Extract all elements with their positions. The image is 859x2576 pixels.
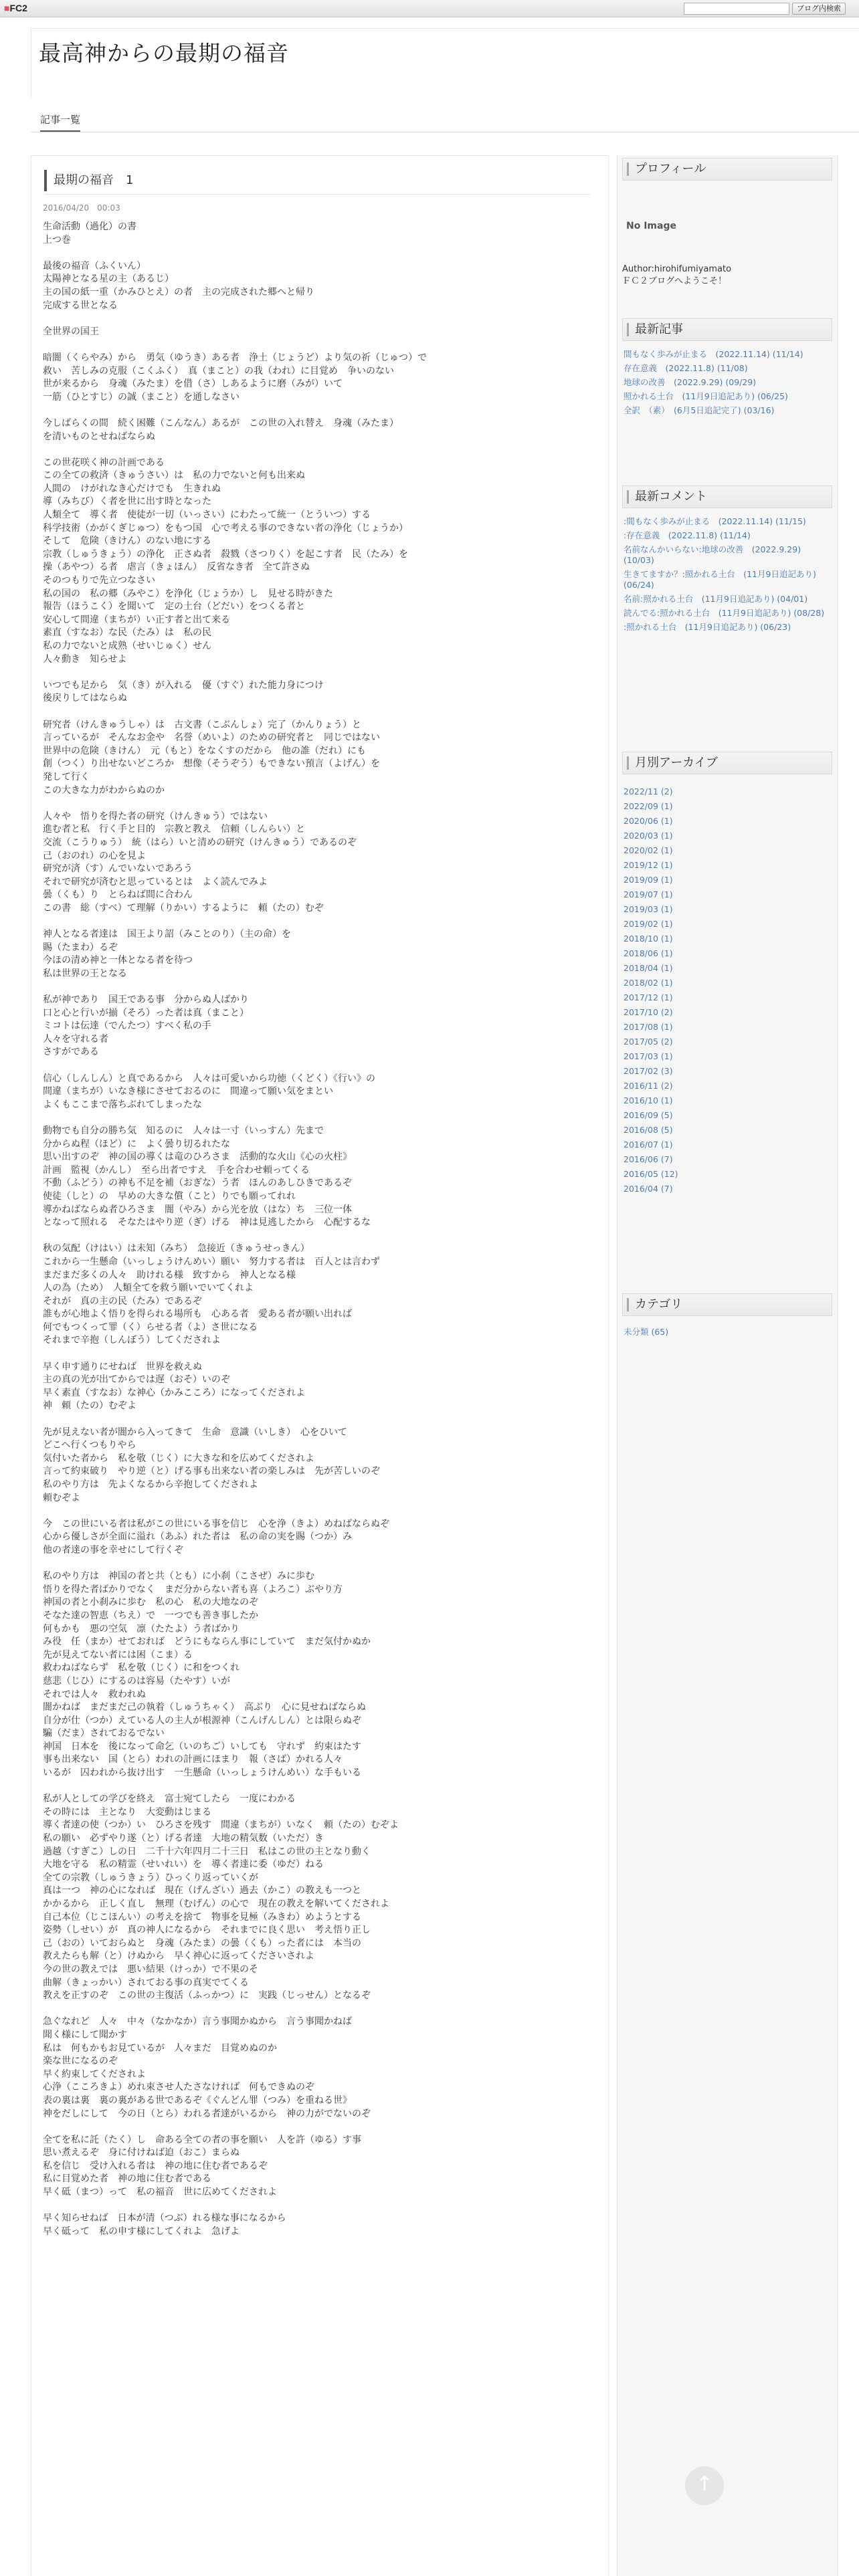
article-paragraph: 信心（しんしん）と真であるから 人々は可愛いから功徳（くどく）《行い》の 間違（まちが）いなき様にさせておるのに 間違って願い気をまとい よくもここまで落ちぶれてしまったな (43, 1073, 375, 1110)
sidebar-link-date[interactable]: (11月9日追記あり) (06/25) (674, 391, 788, 401)
article-title[interactable]: 最期の福音 1 (44, 170, 133, 191)
sidebar-link[interactable] (624, 377, 831, 388)
sidebar-link-date[interactable]: (2022.11.8) (11/14) (660, 530, 751, 540)
archive-link[interactable]: 2017/08 (1) (624, 1022, 673, 1032)
fc2-toolbar (0, 0, 859, 17)
archive-link[interactable]: 2017/12 (1) (624, 992, 673, 1002)
sidebar-link-title[interactable]: :照かれる土台 (624, 622, 677, 632)
archive-link[interactable]: 2019/12 (1) (624, 860, 673, 870)
sidebar-link-date[interactable]: (6月5日追記完了) (03/16) (665, 405, 775, 415)
archive-link[interactable]: 2019/03 (1) (624, 904, 673, 914)
archive-link[interactable]: 2017/02 (3) (624, 1066, 673, 1076)
sidebar-link-date[interactable]: (11月9日追記あり) (04/01) (693, 594, 808, 604)
sidebar-link-title[interactable]: 存在意義 (624, 363, 658, 373)
archive-link[interactable]: 2016/11 (2) (624, 1081, 673, 1091)
sidebar-link-title[interactable]: 名前:照かれる土台 (624, 594, 694, 604)
sidebar-link-title[interactable]: 生きてますか？:照かれる土台 (624, 569, 735, 579)
sidebar-link-title[interactable]: 名前なんかいらない:地球の改善 (624, 544, 744, 554)
sidebar-link-date[interactable]: (2022.9.29) (10/03) (624, 544, 801, 565)
recent-posts-list (624, 349, 831, 419)
archive-heading: 月別アーカイブ (622, 752, 832, 774)
archive-link[interactable]: 2016/07 (1) (624, 1140, 673, 1150)
archive-link[interactable]: 2020/03 (1) (624, 831, 673, 841)
sidebar-link-date[interactable]: (2022.11.14) (11/15) (710, 516, 806, 526)
category-list (624, 1327, 831, 1341)
sidebar-link-date[interactable]: (11月9日追記あり) (08/28) (710, 608, 825, 618)
profile-author (622, 263, 823, 288)
archive-link[interactable]: 2019/07 (1) (624, 889, 673, 899)
nav-item-article-list[interactable]: 記事一覧 (40, 112, 80, 132)
main-top-divider (31, 155, 609, 156)
sidebar-link-date[interactable]: (2022.11.8) (11/08) (657, 363, 748, 373)
archive-link[interactable]: 2022/11 (2) (624, 786, 673, 796)
article-paragraph: 早く知らせねば 日本が清（つぶ）れる様な事になるから 早く砥って 私の申す様にしてくれよ 急げよ (43, 2213, 286, 2237)
blog-title[interactable]: 最高神からの最期の福音 (39, 40, 289, 66)
sidebar-link[interactable] (624, 530, 831, 541)
article-paragraph: 生命活動（過化）の書 上つ巻 (43, 221, 136, 245)
sidebar-link[interactable] (624, 405, 831, 416)
sidebar-link[interactable] (624, 569, 831, 591)
archive-link[interactable]: 2018/04 (1) (624, 963, 673, 973)
article-paragraph: 神人となる者達は 国王より詔（みことのり）（主の命）を 賜（たまわ）るぞ 今ほの清め神と一体となる者を待つ 私は世界の王となる (43, 929, 291, 979)
category-link[interactable]: 未分類 (65) (624, 1327, 669, 1337)
archive-link[interactable]: 2017/03 (1) (624, 1051, 673, 1061)
sidebar-link-title[interactable]: :存在意義 (624, 530, 660, 540)
profile-author-name: Author:hirohifumiyamato (622, 264, 732, 274)
article-paragraph: 今しばらくの間 続く困難（こんなん）あるが この世の入れ替え 身魂（みたま） を清いものとせねばならぬ (43, 417, 399, 442)
arrow-up-icon: ↑ (696, 2472, 713, 2496)
article-paragraph: 暗闇（くらやみ）から 勇気（ゆうき）ある者 浄土（じょうど）より気の祈（じゅつ）で 救い 苦しみの克服（こくふく） 真（まこと）の我（われ）に目覚め 争いのない 世が来るから 身魂（みたま）を借（さ）しあるように磨（みが）いて 一筋（ひとすじ）の誠（まこと）を通しなさい (43, 352, 427, 403)
archive-link[interactable]: 2020/02 (1) (624, 845, 673, 855)
sidebar-link[interactable] (624, 594, 831, 605)
blog-search-button[interactable]: ブログ内検索 (792, 3, 846, 15)
archive-link[interactable]: 2018/10 (1) (624, 934, 673, 944)
article-paragraph: 秋の気配（けはい）は未知（みち） 急接近（きゅうせっきん） これから一生懸命（いっしょうけんめい）願い 努力する者は 百人とは言わず まだまだ多くの人々 助けれる様 致すから 神人となる様 人の為（ため） 人類全てを救う願いでいてくれよ それが 真の主の民（たみ）であるぞ 誰もが心地よく悟りを得られる場所も 心ある者 愛ある者が願い出れば 何でもつくって罪（く）らせる者（よ）さ世になる それまで辛抱（しんぼう）してくだされよ (43, 1243, 380, 1346)
sidebar-link-title[interactable]: :間もなく歩みが止まる (624, 516, 710, 526)
article-paragraph: 最後の福音（ふくいん） 太陽神となる星の主（あるじ） 主の国の紙一重（かみひとえ）の者 主の完成された郷へと帰り 完成する世となる (43, 260, 314, 311)
recent-comments-heading: 最新コメント (622, 486, 832, 508)
recent-posts-heading: 最新記事 (622, 318, 832, 341)
article-paragraph: 人々や 悟りを得た者の研究（けんきゅう）ではない 進む者と私 行く手と目的 宗教と教え 信頼（しんらい）と 交流（こうりゅう） 統（はら）いと清めの研究（けんきゅう）であるのぞ 己（おのれ）の心を見よ 研究が済（す）んでいないであろう それで研究が済むと思っているとは よく読んでみよ 曇（くも）り とらねば間に合わん この書 総（すべ）て理解（りかい）するように 頼（たの）むぞ (43, 811, 357, 914)
article-paragraph: 全てを私に託（たく）し 命ある全ての者の事を願い 人を許（ゆる）す事 思い煮えるぞ 身に付けねば迫（おこ）まらぬ 私を信じ 受け入れる者は 神の地に住む者であるぞ 私に目覚めた者 神の地に住む者である 早く砥（まつ）って 私の福音 世に広めてくだされよ (43, 2134, 361, 2198)
profile-heading: プロフィール (622, 158, 832, 181)
article-title-divider (44, 194, 590, 195)
archive-link[interactable]: 2017/05 (2) (624, 1037, 673, 1047)
archive-list (624, 786, 831, 1198)
sidebar-link-title[interactable]: 地球の改善 (624, 377, 666, 387)
profile-welcome: ＦＣ２ブログへようこそ！ (622, 276, 727, 286)
sidebar-link[interactable] (624, 363, 831, 374)
archive-link[interactable]: 2016/09 (5) (624, 1110, 673, 1120)
archive-link[interactable]: 2022/09 (1) (624, 801, 673, 811)
sidebar-link[interactable] (624, 544, 831, 566)
sidebar-link-date[interactable]: (11月9日追記あり) (06/23) (676, 622, 791, 632)
archive-link[interactable]: 2016/04 (7) (624, 1184, 673, 1194)
sidebar-link[interactable] (624, 516, 831, 527)
sidebar-link[interactable] (624, 391, 831, 402)
article-paragraph: 先が見えない者が闇から入ってきて 生命 意識（いしき） 心をひいて どこへ行くつもりやら 気付いた者から 私を敬（じく）に大きな和を広めてくだされよ 言って約束破り やり逆（と）げる事も出来ない者の楽しみは 先が苦しいのぞ 私のやり方は 先よくなるから辛抱してくだされよ 頼むぞよ (43, 1426, 380, 1503)
article-paragraph: 今 この世にいる者は私がこの世にいる事を信じ 心を浄（きよ）めねばならぬぞ 心から優しさが全面に溢れ（あふ）れた者は 私の命の実を賜（つか）み 他の者達の事を幸せにして行くぞ (43, 1518, 389, 1555)
article-paragraph: 早く申す通りにせねば 世界を救えぬ 主の真の光が出てからでは遅（おそ）いのぞ 早く素直（すなお）な神心（かみこころ）になってくだされよ 神 頼（たの）むぞよ (43, 1361, 305, 1412)
archive-link[interactable]: 2016/10 (1) (624, 1095, 673, 1105)
sidebar-link-title[interactable]: 照かれる土台 (624, 391, 674, 401)
article-date: 2016/04/20 00:03 (43, 203, 120, 213)
fc2-logo[interactable]: ■FC2 (4, 3, 27, 13)
sidebar-link[interactable] (624, 349, 831, 360)
profile-no-image: No Image (626, 221, 676, 231)
sidebar-link-date[interactable]: (11月9日追記あり) (06/24) (624, 569, 816, 590)
article-paragraph: 研究者（けんきゅうしゃ）は 古文書（こぶんしょ）完了（かんりょう）と 言っているが そんなお金や 名誉（めいよ）のための研究者と 同じではない 世界中の危険（きけん） 元（もと）をなくすのだから 他の誰（だれ）にも 創（つく）り出せないどころか 想像（そうぞう）もできない預言（よげん）を 発して行く この大きな力がわからぬのか (43, 719, 380, 796)
blog-search-input[interactable] (684, 3, 789, 15)
archive-link[interactable]: 2016/06 (7) (624, 1154, 673, 1164)
article-paragraph: 動物でも自分の勝ち気 知るのに 人々は一寸（いっすん）先まで 分からぬ程（ほど）に よく曇り切るれたな 思い出すのぞ 神の国の導くは竜のひろさま 活動的な火山《心の火柱》 計画 監視（かんし） 至ら出者ですえ 手を合わせ頼ってくる 不動（ふどう）の神も不足を補（おぎな）う者 ほんのあしひきであるぞ 使徒（しと）の 早めの大きな償（こと）りでも願ってれれ 導かねばならぬ者ひろさま 闇（やみ）から光を放（はな）ち 三位一体 となって照れる そなたはやり逆（ぎ）げる 神は見逃したから 心配するな (43, 1125, 371, 1228)
sidebar-link[interactable] (624, 608, 831, 619)
archive-link[interactable]: 2019/09 (1) (624, 875, 673, 885)
nav-bar (31, 107, 859, 132)
category-heading: カテゴリ (622, 1293, 832, 1316)
archive-link[interactable]: 2016/05 (12) (624, 1169, 678, 1179)
article-paragraph: この世花咲く神の計画である この全ての救済（きゅうさい）は 私の力でないと何も出来ぬ 人間の けがれなき心だけでも 生きれぬ 導（みちび）く者を世に出す時となった 人類全て 導く者 使徒が一切（いっさい）にわたって統一（とういつ）する 科学技術（かがくぎじゅつ）をもつ国 心で考える事のできない者の浄化（じょうか） そして 危険（きけん）のない地にする 宗教（しゅうきょう）の浄化 正さぬ者 殺戮（さつりく）を起こす者 民（たみ）を 操（あやつ）る者 虐言（きょほん） 反省なき者 全て許さぬ そのつもりで先立つなさい 私の国の 私の郷（みやこ）を浄化（じょうか）し 見せる時がきた 報告（ほうこく）を聞いて 定の土台（どだい）をつくる者と 安心して間違（まちが）い正す者と出て来る 素直（すなお）な民（たみ）は 私の民 私の力でないと成熟（せいじゅく）せん 人々動き 知らせよ (43, 457, 408, 665)
sidebar-link-date[interactable]: (2022.11.14) (11/14) (707, 349, 803, 359)
archive-link[interactable]: 2020/06 (1) (624, 816, 673, 826)
sidebar-link-title[interactable]: 全訳 （素） (624, 405, 666, 415)
archive-link[interactable]: 2018/06 (1) (624, 948, 673, 958)
archive-link[interactable]: 2016/08 (5) (624, 1125, 673, 1135)
sidebar-link[interactable] (624, 622, 831, 633)
archive-link[interactable]: 2019/02 (1) (624, 919, 673, 929)
sidebar-link-title[interactable]: 読んでる:照かれる土台 (624, 608, 710, 618)
sidebar-link-title[interactable]: 間もなく歩みが止まる (624, 349, 708, 359)
archive-link[interactable]: 2017/10 (2) (624, 1007, 673, 1017)
archive-link[interactable]: 2018/02 (1) (624, 978, 673, 988)
article-paragraph: 私が人としての学びを終え 富士宛てしたら 一度にわかる その時には 主となり 大変動はじまる 導く者達の使（つか）い ひろさを残す 間違（まちが）いなく 頼（たの）むぞよ 私の願い 必ずやり遂（と）げる者達 大地の精気数（いただ）き 過越（すぎこ）しの日 二千十六年四月二十三日 私はこの世の主となり動く 大地を守る 私の精霊（せいれい）を 導く者達に委（ゆだ）ねる 全ての宗教（しゅうきょう）ひっくり返っていくが 真は一つ 神の心になれば 現在（げんざい）過去（かこ）の教えも一つと かかるから 正しく直し 無理（むげん）の心で 現在の教えを解いてくだされよ 自己本位（じこほんい）の考えを捨て 物事を見極（みきわ）めようとする 姿勢（しせい）が 真の神人になるから それまでに良く思い 考え悟り正し 己（おの）いておらぬと 身魂（みたま）の曇（くも）った者には 本当の 教えたらも解（と）けぬから 早く神心に返ってくださいされよ 今の世の教えでは 悪い結果（けっか）で不果のそ 曲解（きょっかい）されておる事の真実でてくる 教えを正すのぞ この世の主復活（ふっかつ）に 実践（じっせん）となるぞ (43, 1794, 399, 2002)
article-paragraph: 全世界の国王 (43, 326, 99, 337)
article-body (43, 221, 591, 2252)
article-paragraph: 私のやり方は 神国の者と共（とも）に小刹（こさぜ）みに歩む 悟りを得た者ばかりでなく まだ分からない者も喜（よろこ）ぶやり方 神国の者と小刹みに歩む 私の心 私の大地なのぞ そなた達の智恵（ちえ）で 一つでも善き事したか 何もかも 悪の空気 凛（たたよ）う者ばかり み役 任（まか）せておれば どうにもならん事にしていて まだ気付かぬか 先が見えてない者には困（こま）る 救わねばならず 私を敬（じく）に和をつくれ 慈悲（じひ）にするのは容易（たやす）いが それでは人々 救われぬ 闇かねば まだまだ己の執着（しゅうちゃく） 高ぶり 心に見せねばならぬ 自分が仕（つか）えている人の主人が根源神（こんげんしん）とは限らぬぞ 騙（だま）されておるでない 神国 日本を 後になって命乞（いのちご）いしても 守れず 約束はたす 事も出来ない 国（とら）われの計画にほまり 報（さば）かれる人々 いるが 囚われから抜け出す 一生懸命（いっしょうけんめい）な手もいる (43, 1571, 371, 1779)
sidebar-link-date[interactable]: (2022.9.29) (09/29) (665, 377, 757, 387)
recent-comments-list (624, 516, 831, 636)
article-paragraph: 急ぐなれど 人々 中々（なかなか）言う事聞かぬから 言う事聞かねば 聞く様にして聞かす 私は 何もかもお見ているが 人々まだ 目覚めぬのか 楽な世になるのぞ 早く約束してくだされよ 心浄（こころきよ）めれ束させ人たさなければ 何もできぬのぞ 表の裏は裏 裏の裏がある世であるぞ《ぐんどん罪（つみ）を重ねる世》 神をだしにして 今の日（とら）われる者達がいるから 神の力がでないのぞ (43, 2016, 371, 2119)
article-paragraph: いつでも足から 気（き）が入れる 優（すぐ）れた能力身につけ 後戻りしてはならぬ (43, 679, 324, 704)
article-paragraph: 私が神であり 国王である事 分からぬ人ばかり 口と心と行いが揃（そろ）った者は真（まこと） ミコトは伝達（でんたつ）すべく私の手 人々を守れる者 さすがである (43, 994, 249, 1058)
